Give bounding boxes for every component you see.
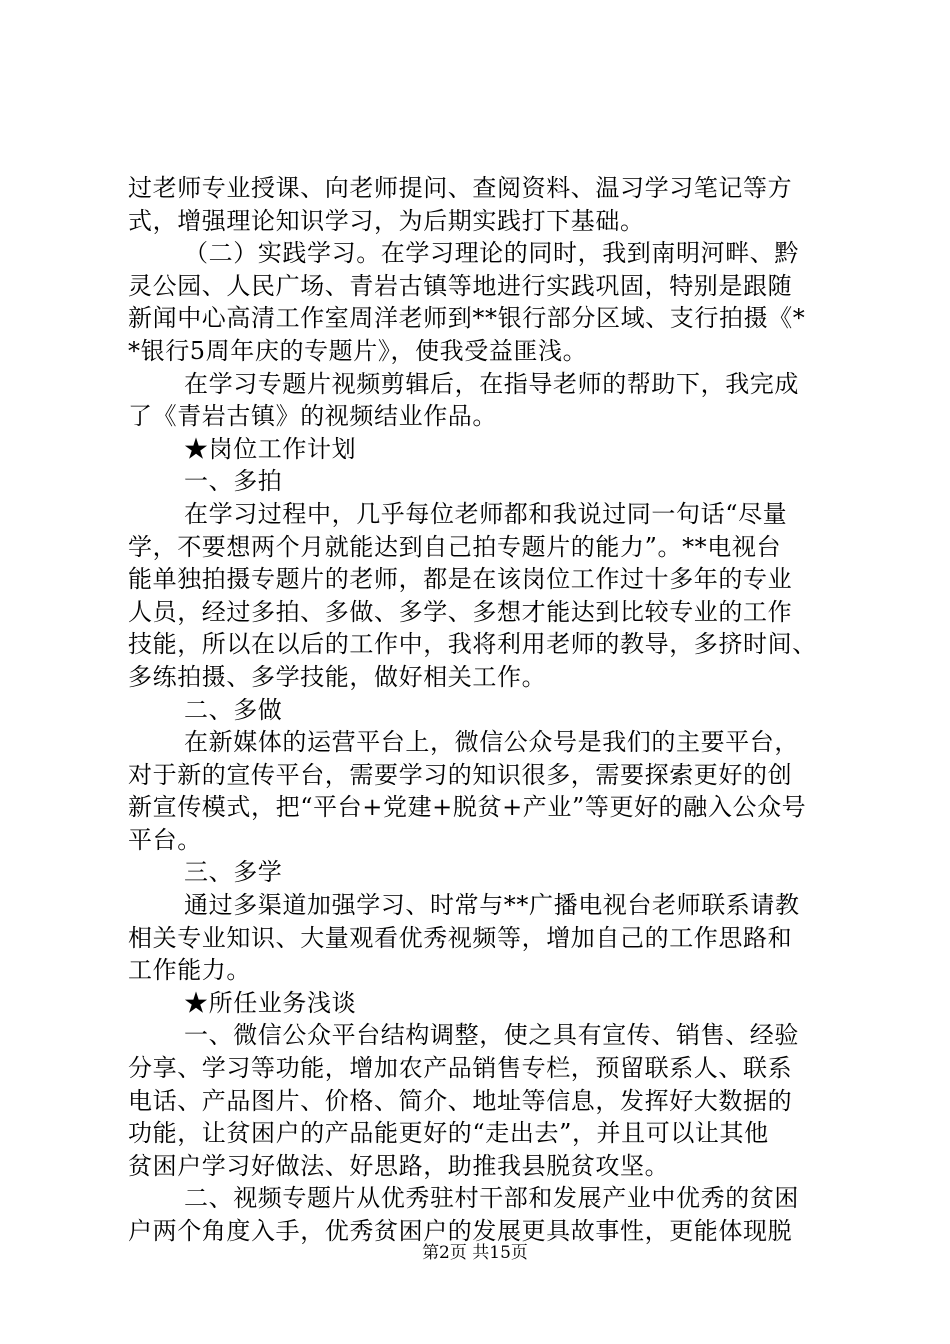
text-line: 能单独拍摄专题片的老师，都是在该岗位工作过十多年的专业 — [128, 565, 793, 594]
text-line: 三、多学 — [184, 858, 283, 887]
text-line: 工作能力。 — [128, 956, 251, 985]
text-line: 二、视频专题片从优秀驻村干部和发展产业中优秀的贫困 — [184, 1184, 799, 1213]
text-line: 平台。 — [128, 825, 202, 854]
text-line: 对于新的宣传平台，需要学习的知识很多，需要探索更好的创 — [128, 760, 793, 789]
text-line: ★所任业务浅谈 — [184, 988, 357, 1017]
text-line: 了《青岩古镇》的视频结业作品。 — [128, 402, 497, 431]
text-line: 式，增强理论知识学习，为后期实践打下基础。 — [128, 206, 645, 235]
text-line: 多练拍摄、多学技能，做好相关工作。 — [128, 662, 547, 691]
text-line: 学，不要想两个月就能达到自己拍专题片的能力”。**电视台 — [128, 532, 782, 561]
text-line: 通过多渠道加强学习、时常与**广播电视台老师联系请教 — [184, 891, 800, 920]
text-line: 人员，经过多拍、多做、多学、多想才能达到比较专业的工作 — [128, 597, 793, 626]
text-line: 一、多拍 — [184, 467, 283, 496]
text-line: 二、多做 — [184, 695, 283, 724]
text-line: 电话、产品图片、价格、简介、地址等信息，发挥好大数据的 — [128, 1086, 793, 1115]
text-line: 在学习过程中，几乎每位老师都和我说过同一句话“尽量 — [184, 499, 788, 528]
text-line: （二）实践学习。在学习理论的同时，我到南明河畔、黔 — [184, 239, 799, 268]
text-line: 新闻中心高清工作室周洋老师到**银行部分区域、支行拍摄《* — [128, 304, 806, 333]
text-line: ★岗位工作计划 — [184, 434, 357, 463]
text-line: 在学习专题片视频剪辑后，在指导老师的帮助下，我完成 — [184, 369, 799, 398]
text-line: 户两个角度入手，优秀贫困户的发展更具故事性，更能体现脱 — [128, 1217, 793, 1245]
text-line: *银行5周年庆的专题片》，使我受益匪浅。 — [128, 336, 588, 365]
text-line: 贫困户学习好做法、好思路，助推我县脱贫攻坚。 — [128, 1151, 670, 1180]
text-line: 技能，所以在以后的工作中，我将利用老师的教导，多挤时间、 — [128, 630, 817, 659]
text-line: 过老师专业授课、向老师提问、查阅资料、温习学习笔记等方 — [128, 174, 793, 202]
text-line: 分享、学习等功能，增加农产品销售专栏，预留联系人、联系 — [128, 1054, 793, 1083]
text-line: 新宣传模式，把“平台+党建+脱贫+产业”等更好的融入公众号 — [128, 793, 807, 822]
text-line: 在新媒体的运营平台上，微信公众号是我们的主要平台， — [184, 728, 799, 757]
text-line: 功能，让贫困户的产品能更好的“走出去”，并且可以让其他 — [128, 1119, 769, 1148]
text-line: 一、微信公众平台结构调整，使之具有宣传、销售、经验 — [184, 1021, 799, 1050]
page-footer: 第2页 共15页 — [422, 1243, 528, 1263]
text-line: 灵公园、人民广场、青岩古镇等地进行实践巩固，特别是跟随 — [128, 271, 793, 300]
document-body — [128, 172, 838, 1248]
text-line: 相关专业知识、大量观看优秀视频等，增加自己的工作思路和 — [128, 923, 793, 952]
